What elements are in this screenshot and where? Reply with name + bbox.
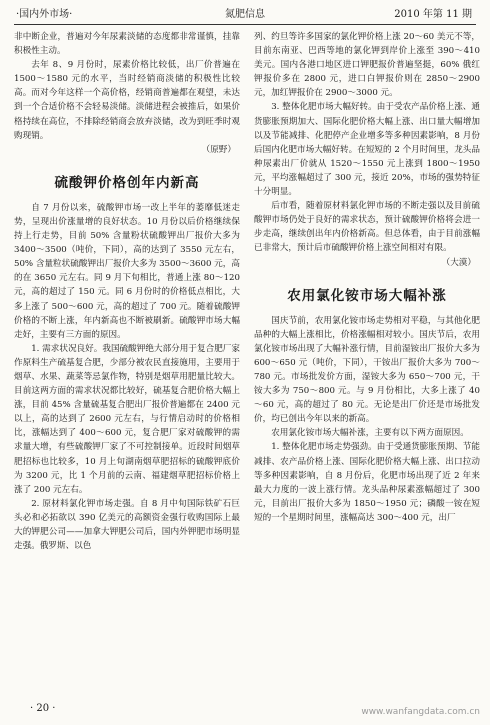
article-paragraph: 2. 原材料氯化钾市场走强。自 8 月中旬国际铁矿石巨头必和必拓欲以 390 亿美元的高额资金强行收购国际上最大的钾肥公司——加拿大钾肥公司后，国内外钾肥市场明显走强。俄罗斯、以色	[14, 498, 240, 552]
left-column	[14, 30, 240, 690]
article-paragraph: 农用氯化铵市场大幅补涨，主要有以下两方面原因。	[271, 428, 469, 439]
article-title-ammonium-chloride: 农用氯化铵市场大幅补涨	[287, 287, 447, 304]
journal-name: 氮肥信息	[225, 9, 265, 20]
article-paragraph: 1. 需求状况良好。我国硫酸钾绝大部分用于复合肥厂家作原料生产硫基复合肥，少部分被农民直接施用，主要用于烟草、水果、蔬菜等忌氯作物，特别是烟草用肥量比较大。目前这两方面的需求状况都比较好，硫基复合肥价格大幅上涨，目前 45% 含量硫基复合肥出厂报价普遍都在 2400 元以上，高的达到了 2600 元左右，与行情启动时的价格相比，涨幅达到了 400～600 元，复合肥厂家对硫酸钾的需求量大增，有些硫酸钾厂家了不可控制接单。近段时间烟草肥招标也比较多，10 月上旬湖南烟草肥招标的硫酸钾底价为 3200 元，比 1 个月前的云南、福建烟草肥招标价格上涨了 200 元左右。	[14, 343, 240, 495]
article-paragraph: 国庆节前，农用氯化铵市场走势相对平稳，与其他化肥品种的大幅上涨相比，价格涨幅相对较小。国庆节后，农用氯化铵市场出现了大幅补涨行情，目前湿铵出厂报价大多为 600～650 元（吨价，下同），干铵出厂报价大多为 700～780 元。市场批发价方面，湿铵大多为 650～700 元，干铵大多为 750～800 元。与 9 月份相比，大多上涨了 40～60 元，高的超过了 80 元。无论是出厂价还是市场批发价，均已创出今年以来的新高。	[254, 315, 480, 425]
issue-number: 2010 年第 11 期	[394, 9, 472, 20]
source-watermark: www.wanfangdata.com.cn	[361, 707, 480, 717]
article-paragraph: 后市看，随着原材料氯化钾市场的不断走强以及目前硫酸钾市场仍处于良好的需求状态，预计硫酸钾价格将会进一步走高，继续创出年内价格新高。但总体看，由于目前涨幅已非常大，预计后市硫酸钾价格上涨空间相对有限。	[254, 201, 480, 254]
page-header	[14, 6, 476, 25]
page-number: · 20 ·	[30, 703, 56, 714]
article-paragraph: 列、约旦等许多国家的氯化钾价格上涨 20～60 美元不等，目前东南亚、巴西等地的氯化钾到岸价上涨至 390～410 美元。国内各港口地区进口钾肥报价普遍坚挺，60% 俄红钾报价多在 2800 元，进口白钾报价则在 2850～2900 元，加红钾报价在 2900～3000 元。	[254, 32, 480, 99]
right-column	[254, 30, 480, 690]
article-paragraph: 3. 整体化肥市场大幅好转。由于受农产品价格上涨、通货膨胀预期加大、国际化肥价格大幅上涨、出口量大幅增加以及节能减排、化肥停产企业增多等多种因素影响，8 月份后国内化肥市场大幅好转。在短短的 2 个月时间里，龙头品种尿素出厂价就从 1520～1550 元上涨到 1800～1950 元，平均涨幅超过了 300 元，接近 20%，市场的强势特征十分明显。	[254, 102, 480, 198]
article-paragraph: 1. 整体化肥市场走势强劲。由于受通货膨胀预期、节能减排、农产品价格上涨、国际化肥价格大幅上涨、出口拉动等多种因素影响，自 8 月份后，化肥市场出现了近 2 年来最大力度的一波上涨行情。龙头品种尿素涨幅超过了 300 元，目前出厂报价大多为 1850～1950 元；磷酸一铵在短短的一个星期时间里，涨幅高达 300～400 元，出厂	[254, 442, 480, 523]
article-credit: （大漠）	[441, 257, 476, 268]
intro-credit: （原野）	[201, 144, 236, 155]
intro-paragraph: 非中断企业，普遍对今年尿素淡储的态度都非常谨慎，挂靠积极性主动。	[14, 32, 240, 57]
intro-paragraph: 去年 8、9 月份时，尿素价格比较低，出厂价普遍在 1500～1580 元的水平，当时经销商淡储的积极性比较高。而对今年这样一个高价格，经销商普遍都在观望，未达到一个合适价格不会轻易淡储。淡储进程会被推后，如果价格持续在高位，不排除经销商会放弃淡储，改为到旺季时观购现销。	[14, 60, 240, 141]
article-title-potassium-sulfate: 硫酸钾价格创年内新高	[54, 174, 200, 191]
article-paragraph: 自 7 月份以来，硫酸钾市场一改上半年的萎靡低迷走势，呈现出价涨量增的良好状态。10 月份以后价格继续保持上行走势，目前 50% 含量粉状硫酸钾出厂报价大多为 3400～3500（吨价，下同），高的达到了 3550 元左右，50% 含量粒状硫酸钾出厂报价大多为 3500～3600 元，高的在 3650 元左右。同 9 月下旬相比，普通上涨 80～120 元，高的超过了 150 元。同 6 月份时的价格低点相比，大多上涨了 500～600 元，高的超过了 700 元。随着硫酸钾价格的不断上涨，年内新高也不断被刷新。硫酸钾市场大幅走好，主要有三方面的原因。	[14, 202, 240, 340]
header-section-label: ·国内外市场·	[16, 9, 73, 20]
